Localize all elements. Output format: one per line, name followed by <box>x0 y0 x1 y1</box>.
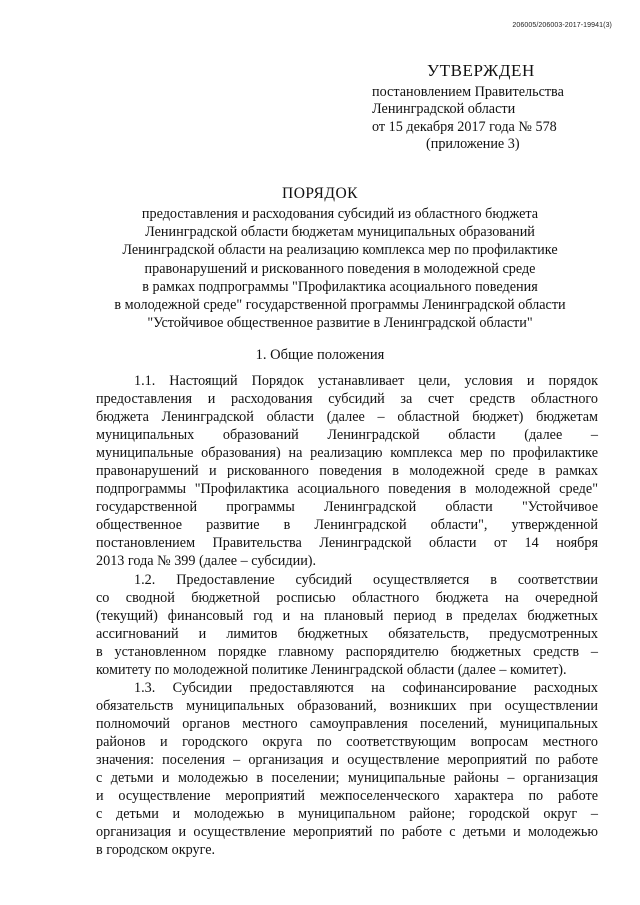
paragraph-line: полномочий органов местного самоуправления поселений, муниципальных <box>96 715 598 732</box>
appendix-label: (приложение 3) <box>426 136 520 152</box>
paragraph-line: муниципальных образований Ленинградской области (далее – <box>96 427 598 444</box>
section-heading: 1. Общие положения <box>255 347 385 363</box>
subtitle-line: Ленинградской области бюджетам муниципальных образований <box>145 224 535 241</box>
paragraph-line: ассигнований и лимитов бюджетных обязательств, предусмотренных <box>96 625 598 642</box>
paragraph-line: с детьми и молодежью в поселении; муниципальные районы – организация <box>96 770 598 787</box>
paragraph-line: 2013 года № 399 (далее – субсидии). <box>96 553 317 570</box>
paragraph-line: обязательств муниципальных образований, возникших при осуществлении <box>96 697 598 714</box>
paragraph-line: со сводной бюджетной росписью областного бюджета на очередной <box>96 589 598 606</box>
paragraph-line: и осуществление мероприятий межпоселенческого характера по работе <box>96 788 598 805</box>
paragraph-line: организация и осуществление мероприятий по работе с детьми и молодежью <box>96 824 598 841</box>
approval-line: постановлением Правительства <box>372 83 564 100</box>
paragraph-line: комитету по молодежной политике Ленинградской области (далее – комитет). <box>96 661 567 678</box>
approval-heading: УТВЕРЖДЕН <box>427 61 535 80</box>
approval-block <box>372 62 612 154</box>
paragraph-line: муниципальные образования) на реализацию комплекса мер по профилактике <box>96 445 598 462</box>
approval-line: Ленинградской области <box>372 101 516 117</box>
subtitle-line: "Устойчивое общественное развитие в Ленинградской области" <box>147 315 533 332</box>
paragraph-line: в установленном порядке главному распорядителю бюджетных средств – <box>96 643 598 660</box>
paragraph-line: в городском округе. <box>96 842 216 859</box>
paragraph-line: бюджета Ленинградской области (далее – областной бюджет) бюджетам <box>96 409 598 426</box>
paragraph-line: 1.1. Настоящий Порядок устанавливает цели, условия и порядок <box>134 373 598 389</box>
subtitle-line: Ленинградской области на реализацию комплекса мер по профилактике <box>122 242 558 259</box>
paragraph-line: значения: поселения – организация и осуществление мероприятий по работе <box>96 751 598 768</box>
subtitle-line: в молодежной среде" государственной программы Ленинградской области <box>114 297 566 314</box>
subtitle-line: правонарушений и рискованного поведения в молодежной среде <box>144 260 536 277</box>
document-subtitle <box>60 205 620 332</box>
paragraph-line: 1.2. Предоставление субсидий осуществляется в соответствии <box>134 571 598 588</box>
paragraph-line: (текущий) финансовый год и на плановый период в пределах бюджетных <box>96 607 598 624</box>
paragraph-line: 1.3. Субсидии предоставляются на софинансирование расходных <box>134 679 598 696</box>
document-code: 206005/206003-2017-19941(3) <box>512 22 612 29</box>
paragraph-line: правонарушений и рискованного поведения в молодежной среде в рамках <box>96 463 598 480</box>
approval-line: от 15 декабря 2017 года № 578 <box>372 118 557 135</box>
paragraph-line: государственной программы Ленинградской области "Устойчивое <box>96 499 598 516</box>
document-title: ПОРЯДОК <box>282 185 358 202</box>
paragraph-line: предоставления и расходования субсидий за счет средств областного <box>96 391 598 408</box>
paragraph-line: общественное развитие в Ленинградской области", утвержденной <box>96 517 598 534</box>
paragraph-line: постановлением Правительства Ленинградской области от 14 ноября <box>96 535 598 552</box>
body-text <box>96 372 598 859</box>
paragraph-line: с детьми и молодежью в муниципальном районе; городской округ – <box>96 806 598 823</box>
paragraph-line: районов и городского округа по соответствующим вопросам местного <box>96 733 598 750</box>
subtitle-line: предоставления и расходования субсидий из областного бюджета <box>141 206 539 222</box>
paragraph-line: подпрограммы "Профилактика асоциального поведения в молодежной среде" <box>96 481 598 498</box>
subtitle-line: в рамках подпрограммы "Профилактика асоциального поведения <box>142 278 538 295</box>
